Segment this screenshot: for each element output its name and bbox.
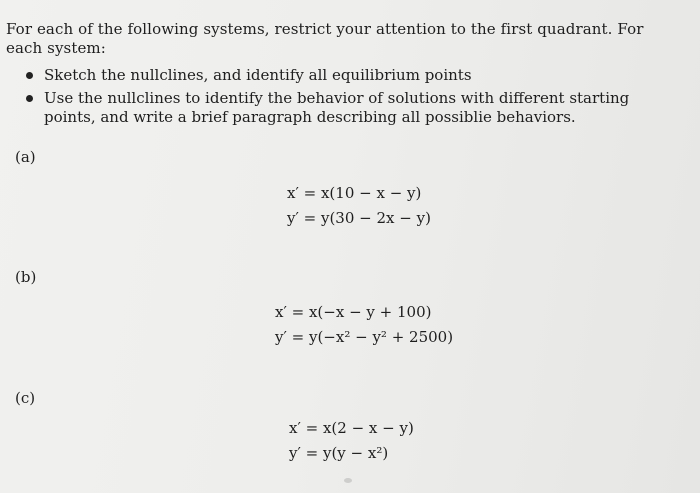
- part-b-label: (b): [15, 268, 37, 286]
- task-item-nullclines: [22, 66, 672, 85]
- equation-x: x′ = x(−x − y + 100): [275, 303, 432, 321]
- part-c-label: (c): [15, 389, 36, 407]
- equation-y: y′ = y(−x² − y² + 2500): [275, 328, 454, 346]
- equation-y: y′ = y(y − x²): [289, 444, 389, 462]
- task-list: [22, 66, 672, 131]
- bullet-icon: [26, 95, 33, 102]
- part-c-equations: [289, 416, 414, 466]
- equation-x: x′ = x(10 − x − y): [287, 184, 422, 202]
- task-text: Use the nullclines to identify the behavior of solutions with different starting points, and write a brief paragraph describing all possiblie behaviors.: [44, 89, 630, 126]
- bullet-icon: [26, 72, 33, 79]
- paper-smudge: [344, 478, 352, 483]
- task-text: Sketch the nullclines, and identify all equilibrium points: [44, 66, 472, 84]
- equation-y: y′ = y(30 − 2x − y): [287, 209, 431, 227]
- part-a-equations: [287, 181, 431, 231]
- part-a-label: (a): [15, 148, 36, 166]
- equation-x: x′ = x(2 − x − y): [289, 419, 414, 437]
- instructions-text: For each of the following systems, restrict your attention to the first quadrant. For each system:: [6, 20, 644, 57]
- task-item-behavior: [22, 89, 672, 127]
- part-b-equations: [275, 300, 453, 350]
